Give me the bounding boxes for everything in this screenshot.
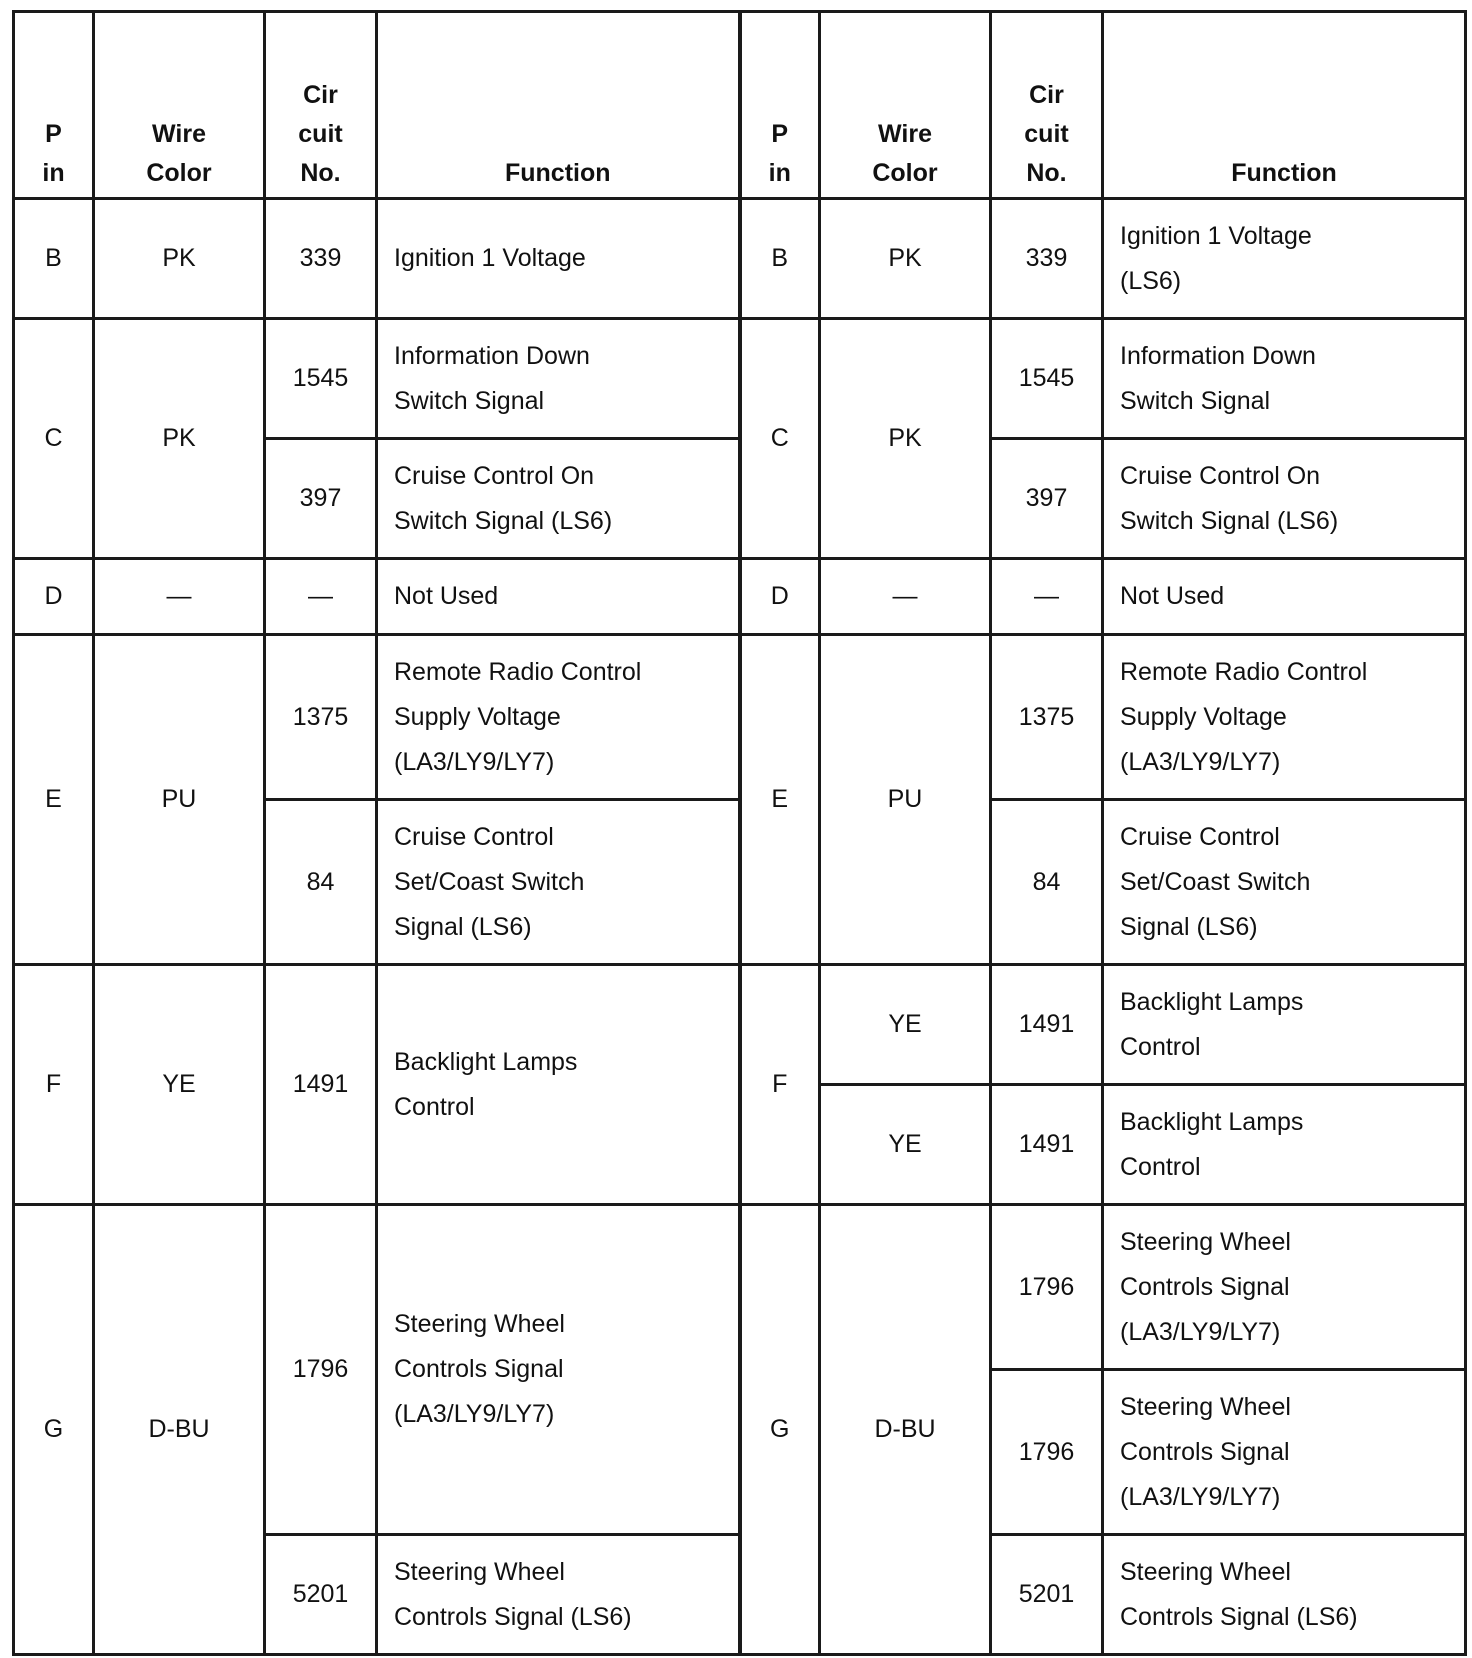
circuit-no-header-right: Cir cuit No. bbox=[991, 12, 1103, 199]
wire-color-cell: — bbox=[820, 559, 991, 635]
wire-color-header-right: Wire Color bbox=[820, 12, 991, 199]
pin-cell: E bbox=[740, 635, 820, 965]
function-cell: Steering Wheel Controls Signal (LA3/LY9/LY7) bbox=[1103, 1205, 1466, 1370]
table-row bbox=[14, 559, 1466, 635]
function-cell: Steering Wheel Controls Signal (LS6) bbox=[377, 1535, 740, 1655]
wire-color-cell: YE bbox=[94, 965, 265, 1205]
pin-cell: F bbox=[740, 965, 820, 1205]
pin-cell: G bbox=[740, 1205, 820, 1655]
circuit-cell: 397 bbox=[991, 439, 1103, 559]
function-cell: Backlight Lamps Control bbox=[377, 965, 740, 1205]
table-row bbox=[14, 635, 1466, 800]
circuit-cell: 84 bbox=[991, 800, 1103, 965]
function-cell: Remote Radio Control Supply Voltage (LA3/LY9/LY7) bbox=[377, 635, 740, 800]
pin-cell: B bbox=[14, 199, 94, 319]
function-cell: Remote Radio Control Supply Voltage (LA3/LY9/LY7) bbox=[1103, 635, 1466, 800]
circuit-no-header-left: Cir cuit No. bbox=[265, 12, 377, 199]
function-cell: Not Used bbox=[377, 559, 740, 635]
function-header-left: Function bbox=[377, 12, 740, 199]
circuit-cell: — bbox=[991, 559, 1103, 635]
function-cell: Cruise Control Set/Coast Switch Signal (LS6) bbox=[1103, 800, 1466, 965]
table-row bbox=[14, 199, 1466, 319]
circuit-cell: 5201 bbox=[265, 1535, 377, 1655]
pin-cell: D bbox=[14, 559, 94, 635]
circuit-cell: 397 bbox=[265, 439, 377, 559]
function-header-right: Function bbox=[1103, 12, 1466, 199]
wire-color-cell: PK bbox=[94, 319, 265, 559]
function-cell: Steering Wheel Controls Signal (LA3/LY9/LY7) bbox=[1103, 1370, 1466, 1535]
circuit-cell: 1491 bbox=[991, 1085, 1103, 1205]
circuit-cell: 1796 bbox=[265, 1205, 377, 1535]
table-header-row bbox=[14, 12, 1466, 199]
pin-cell: C bbox=[14, 319, 94, 559]
wire-color-cell: PK bbox=[820, 199, 991, 319]
pin-header-right: P in bbox=[740, 12, 820, 199]
wire-color-cell: YE bbox=[820, 1085, 991, 1205]
circuit-cell: 1545 bbox=[991, 319, 1103, 439]
pin-header-left: P in bbox=[14, 12, 94, 199]
pin-cell: F bbox=[14, 965, 94, 1205]
wire-color-cell: D-BU bbox=[820, 1205, 991, 1655]
pin-cell: G bbox=[14, 1205, 94, 1655]
function-cell: Ignition 1 Voltage (LS6) bbox=[1103, 199, 1466, 319]
circuit-cell: 5201 bbox=[991, 1535, 1103, 1655]
circuit-cell: 1375 bbox=[265, 635, 377, 800]
wire-color-cell: PU bbox=[820, 635, 991, 965]
function-cell: Backlight Lamps Control bbox=[1103, 1085, 1466, 1205]
wire-color-cell: YE bbox=[820, 965, 991, 1085]
function-cell: Not Used bbox=[1103, 559, 1466, 635]
function-cell: Information Down Switch Signal bbox=[377, 319, 740, 439]
circuit-cell: 1796 bbox=[991, 1205, 1103, 1370]
pin-function-table bbox=[12, 10, 1467, 1656]
circuit-cell: 339 bbox=[265, 199, 377, 319]
circuit-cell: 1375 bbox=[991, 635, 1103, 800]
function-cell: Backlight Lamps Control bbox=[1103, 965, 1466, 1085]
table-row bbox=[14, 319, 1466, 439]
table-row bbox=[14, 1205, 1466, 1370]
circuit-cell: 1491 bbox=[265, 965, 377, 1205]
wire-color-cell: D-BU bbox=[94, 1205, 265, 1655]
function-cell: Cruise Control Set/Coast Switch Signal (LS6) bbox=[377, 800, 740, 965]
function-cell: Ignition 1 Voltage bbox=[377, 199, 740, 319]
circuit-cell: 1545 bbox=[265, 319, 377, 439]
circuit-cell: 1796 bbox=[991, 1370, 1103, 1535]
pin-cell: E bbox=[14, 635, 94, 965]
function-cell: Cruise Control On Switch Signal (LS6) bbox=[1103, 439, 1466, 559]
wire-color-cell: PK bbox=[820, 319, 991, 559]
function-cell: Cruise Control On Switch Signal (LS6) bbox=[377, 439, 740, 559]
wire-color-cell: PU bbox=[94, 635, 265, 965]
circuit-cell: 339 bbox=[991, 199, 1103, 319]
pin-cell: C bbox=[740, 319, 820, 559]
function-cell: Information Down Switch Signal bbox=[1103, 319, 1466, 439]
pin-cell: B bbox=[740, 199, 820, 319]
function-cell: Steering Wheel Controls Signal (LA3/LY9/LY7) bbox=[377, 1205, 740, 1535]
wire-color-cell: — bbox=[94, 559, 265, 635]
pin-cell: D bbox=[740, 559, 820, 635]
wire-color-header-left: Wire Color bbox=[94, 12, 265, 199]
table-row bbox=[14, 965, 1466, 1085]
wire-color-cell: PK bbox=[94, 199, 265, 319]
circuit-cell: — bbox=[265, 559, 377, 635]
circuit-cell: 1491 bbox=[991, 965, 1103, 1085]
function-cell: Steering Wheel Controls Signal (LS6) bbox=[1103, 1535, 1466, 1655]
circuit-cell: 84 bbox=[265, 800, 377, 965]
